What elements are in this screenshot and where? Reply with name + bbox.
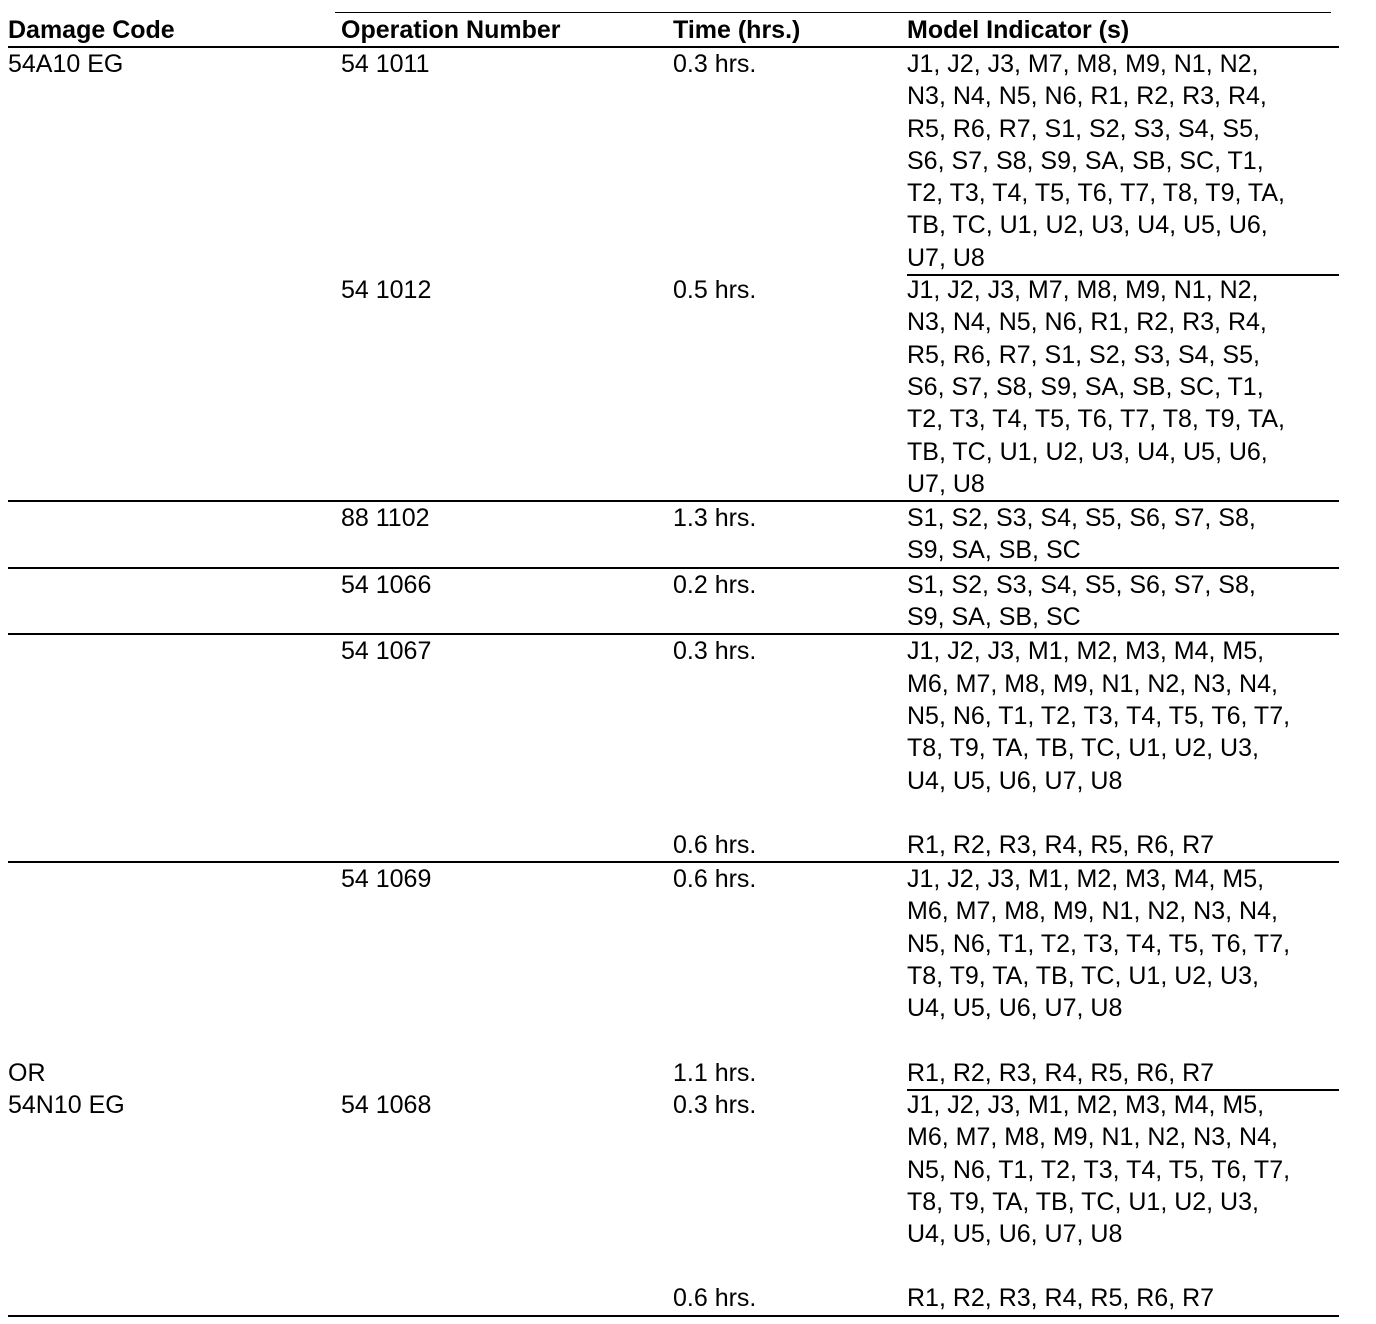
- header-operation-number: Operation Number: [341, 16, 561, 44]
- time-cell: 1.1 hrs.: [673, 1058, 757, 1087]
- model-line: M6, M7, M8, M9, N1, N2, N3, N4,: [907, 897, 1278, 926]
- model-line: N5, N6, T1, T2, T3, T4, T5, T6, T7,: [907, 929, 1291, 958]
- model-line: S9, SA, SB, SC: [907, 536, 1081, 565]
- row-spacer: [8, 1250, 1339, 1282]
- row-spacer: [8, 797, 1339, 829]
- table-body: [8, 46, 1339, 1317]
- model-line: N3, N4, N5, N6, R1, R2, R3, R4,: [907, 308, 1267, 337]
- labor-time-table: [8, 12, 1339, 1317]
- table-row: [8, 500, 1339, 567]
- row-main: [8, 1089, 1339, 1250]
- model-line: U4, U5, U6, U7, U8: [907, 994, 1123, 1023]
- model-line: TB, TC, U1, U2, U3, U4, U5, U6,: [907, 211, 1268, 240]
- time-cell: 0.6 hrs.: [673, 830, 757, 859]
- model-indicator-cell: R1, R2, R3, R4, R5, R6, R7: [907, 830, 1215, 859]
- time-cell: 0.3 hrs.: [673, 1090, 757, 1119]
- row-extra: [8, 1057, 1339, 1089]
- time-cell: 0.6 hrs.: [673, 865, 757, 894]
- operation-number-cell: 54 1069: [341, 865, 432, 894]
- table-row: [8, 861, 1339, 1089]
- model-line: M6, M7, M8, M9, N1, N2, N3, N4,: [907, 669, 1278, 698]
- model-indicator-cell: R1, R2, R3, R4, R5, R6, R7: [907, 1284, 1215, 1313]
- model-line: J1, J2, J3, M7, M8, M9, N1, N2,: [907, 276, 1259, 305]
- model-line: T8, T9, TA, TB, TC, U1, U2, U3,: [907, 1187, 1259, 1216]
- table-row: [8, 633, 1339, 861]
- model-indicator-cell: [907, 274, 1339, 500]
- model-line: N3, N4, N5, N6, R1, R2, R3, R4,: [907, 82, 1267, 111]
- damage-code-cell: OR: [8, 1058, 46, 1087]
- damage-code-cell: [8, 829, 341, 861]
- model-line: S6, S7, S8, S9, SA, SB, SC, T1,: [907, 372, 1264, 401]
- operation-number-cell: 88 1102: [341, 504, 430, 533]
- model-indicator-cell: [907, 569, 1339, 634]
- model-line: U4, U5, U6, U7, U8: [907, 766, 1123, 795]
- time-cell: 0.3 hrs.: [673, 50, 757, 78]
- damage-code-cell: [8, 569, 341, 634]
- operation-number-cell: [341, 1057, 673, 1089]
- row-extra: [8, 1282, 1339, 1314]
- model-line: T8, T9, TA, TB, TC, U1, U2, U3,: [907, 734, 1259, 763]
- table-row: [8, 274, 1339, 500]
- time-cell: 0.2 hrs.: [673, 570, 757, 599]
- row-main: [8, 48, 1339, 274]
- damage-code-cell: [8, 502, 341, 567]
- model-line: N5, N6, T1, T2, T3, T4, T5, T6, T7,: [907, 701, 1291, 730]
- header-model-indicator: Model Indicator (s): [907, 16, 1130, 44]
- time-cell: 0.3 hrs.: [673, 637, 757, 666]
- model-line: M6, M7, M8, M9, N1, N2, N3, N4,: [907, 1123, 1278, 1152]
- operation-number-cell: 54 1066: [341, 570, 432, 599]
- header-damage-code: Damage Code: [8, 16, 175, 44]
- model-line: N5, N6, T1, T2, T3, T4, T5, T6, T7,: [907, 1155, 1291, 1184]
- model-indicator-cell: [907, 635, 1339, 796]
- damage-code-cell: [8, 635, 341, 796]
- operation-number-cell: 54 1067: [341, 637, 432, 666]
- header-time: Time (hrs.): [673, 16, 801, 44]
- operation-number-cell: 54 1012: [341, 276, 432, 305]
- damage-code-cell: 54A10 EG: [8, 50, 124, 78]
- model-line: U7, U8: [907, 469, 985, 498]
- model-line: S6, S7, S8, S9, SA, SB, SC, T1,: [907, 146, 1264, 175]
- model-line: T2, T3, T4, T5, T6, T7, T8, T9, TA,: [907, 405, 1285, 434]
- model-indicator-cell: [907, 48, 1339, 274]
- table-row: [8, 1089, 1339, 1315]
- model-line: T8, T9, TA, TB, TC, U1, U2, U3,: [907, 962, 1259, 991]
- table-row: [8, 567, 1339, 634]
- row-main: [8, 569, 1339, 634]
- damage-code-cell: [8, 1282, 341, 1314]
- model-indicator-cell: R1, R2, R3, R4, R5, R6, R7: [907, 1058, 1215, 1087]
- operation-number-cell: [341, 1282, 673, 1314]
- time-cell: 0.6 hrs.: [673, 1284, 757, 1313]
- table-header: [8, 12, 1339, 46]
- row-spacer: [8, 1025, 1339, 1057]
- model-line: S1, S2, S3, S4, S5, S6, S7, S8,: [907, 504, 1256, 533]
- model-line: J1, J2, J3, M1, M2, M3, M4, M5,: [907, 865, 1265, 894]
- row-main: [8, 502, 1339, 567]
- operation-number-cell: 54 1011: [341, 50, 430, 78]
- model-line: U7, U8: [907, 243, 985, 272]
- row-extra: [8, 829, 1339, 861]
- model-line: TB, TC, U1, U2, U3, U4, U5, U6,: [907, 437, 1268, 466]
- time-cell: 1.3 hrs.: [673, 504, 757, 533]
- table-row: [8, 46, 1339, 274]
- model-indicator-cell: [907, 502, 1339, 567]
- row-main: [8, 635, 1339, 796]
- model-line: J1, J2, J3, M1, M2, M3, M4, M5,: [907, 637, 1265, 666]
- model-line: R5, R6, R7, S1, S2, S3, S4, S5,: [907, 114, 1260, 143]
- operation-number-cell: 54 1068: [341, 1090, 432, 1119]
- time-cell: 0.5 hrs.: [673, 276, 757, 305]
- operation-number-cell: [341, 829, 673, 861]
- damage-code-cell: 54N10 EG: [8, 1090, 125, 1119]
- row-main: [8, 863, 1339, 1024]
- model-line: S9, SA, SB, SC: [907, 603, 1081, 632]
- damage-code-cell: [8, 863, 341, 1024]
- model-line: J1, J2, J3, M1, M2, M3, M4, M5,: [907, 1090, 1265, 1119]
- model-line: T2, T3, T4, T5, T6, T7, T8, T9, TA,: [907, 179, 1285, 208]
- table-bottom-rule: [8, 1315, 1339, 1317]
- damage-code-cell: [8, 274, 341, 500]
- model-indicator-cell: [907, 1089, 1339, 1250]
- model-line: J1, J2, J3, M7, M8, M9, N1, N2,: [907, 50, 1259, 78]
- model-line: S1, S2, S3, S4, S5, S6, S7, S8,: [907, 570, 1256, 599]
- model-line: U4, U5, U6, U7, U8: [907, 1220, 1123, 1249]
- model-indicator-cell: [907, 863, 1339, 1024]
- row-main: [8, 274, 1339, 500]
- model-line: R5, R6, R7, S1, S2, S3, S4, S5,: [907, 340, 1260, 369]
